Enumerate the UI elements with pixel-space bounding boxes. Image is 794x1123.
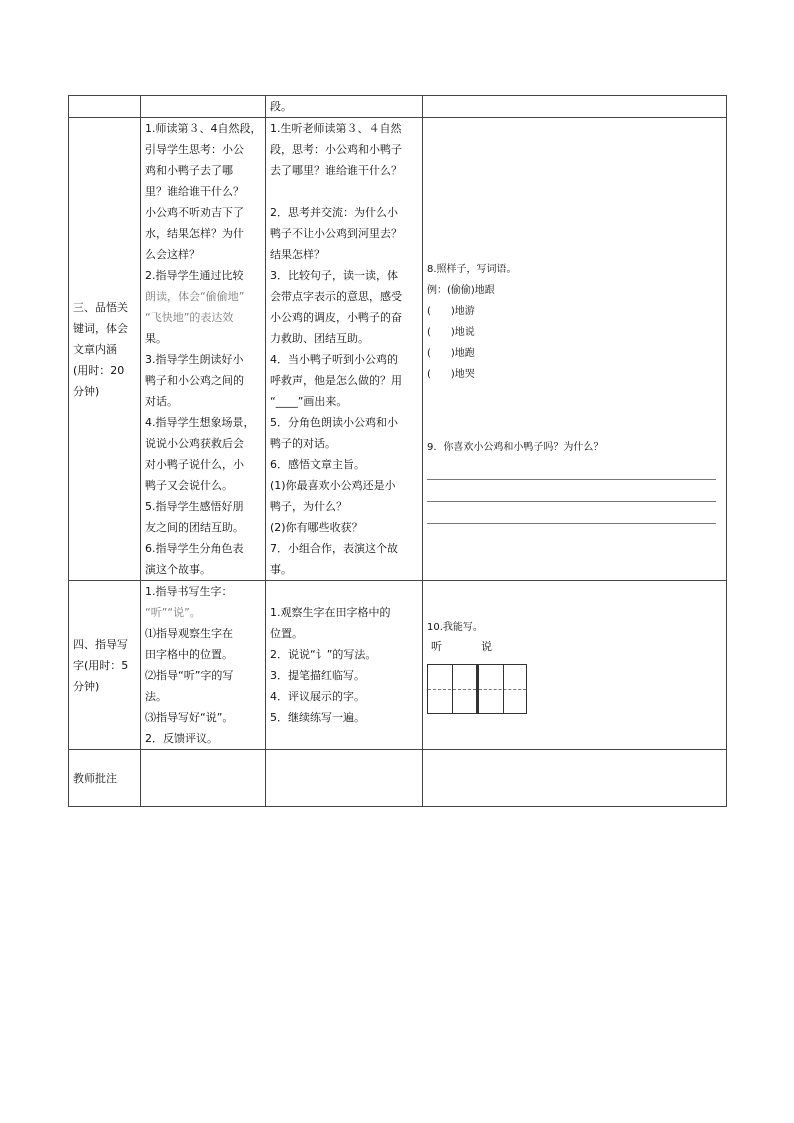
text-line: 对话。: [145, 395, 178, 408]
exercise-8-example: 例：(偷偷)地跟: [427, 284, 495, 296]
label-text: 教师批注: [73, 771, 117, 785]
text-line: 2．说说“讠”的写法。: [270, 648, 377, 661]
exercise-cell: [423, 118, 727, 581]
text-line: 去了哪里？谁给谁干什么？: [270, 164, 402, 177]
answer-line[interactable]: [427, 502, 716, 524]
text-line: “飞快地”的表达效: [145, 311, 234, 324]
tianzige-box[interactable]: [427, 664, 477, 714]
exercise-8-item: ( )地哭: [427, 368, 475, 380]
exercise-10-title: 10.我能写。: [427, 621, 483, 633]
text-line: 会带点字表示的意思，感受: [270, 290, 402, 303]
text-line: 1.生听老师读第３、４自然: [270, 122, 402, 135]
text-line: 3．比较句子，读一读，体: [270, 269, 398, 282]
text-line: 鸭子又会说什么。: [145, 479, 233, 492]
cell-empty: [423, 96, 727, 118]
student-activity-cell: [266, 118, 423, 581]
section-label-line: (用时：20: [73, 363, 125, 377]
text-line: (2)你有哪些收获？: [270, 521, 363, 534]
text-line: 果。: [145, 332, 167, 345]
cell-empty[interactable]: [266, 750, 423, 807]
exercise-8-item: ( )地跑: [427, 347, 475, 359]
text-line: 4．当小鸭子听到小公鸡的: [270, 353, 398, 366]
student-activity-cell: [266, 581, 423, 750]
table-row: [69, 118, 727, 581]
text-line: 3．提笔描红临写。: [270, 669, 365, 682]
section-label-line: 分钟): [73, 679, 100, 693]
cell-empty: [69, 96, 141, 118]
text-line: 1.指导书写生字：: [145, 585, 233, 598]
answer-line[interactable]: [427, 458, 716, 480]
answer-line[interactable]: [427, 480, 716, 502]
text-line: 1.观察生字在田字格中的: [270, 606, 391, 619]
text-line: 2．反馈评议。: [145, 732, 218, 745]
text-line: 2.指导学生通过比较: [145, 269, 244, 282]
text-line: 友之间的团结互助。: [145, 521, 244, 534]
practice-char: 听: [431, 639, 442, 653]
text-line: 鸭子不让小公鸡到河里去？: [270, 227, 402, 240]
text-line: 鸭子和小公鸡之间的: [145, 374, 244, 387]
section-label-cell: [69, 118, 141, 581]
text-line: 5．继续练写一遍。: [270, 711, 365, 724]
section-label-line: 字(用时：5: [73, 658, 129, 672]
practice-char: 说: [481, 639, 492, 653]
text-line: 法。: [145, 690, 167, 703]
table-row: [69, 750, 727, 807]
tianzige-box[interactable]: [477, 664, 527, 714]
text-line: 4．评议展示的字。: [270, 690, 365, 703]
section-label-line: 四、指导写: [73, 637, 128, 651]
text-line: 段，思考：小公鸡和小鸭子: [270, 143, 402, 156]
student-activity-cell: [266, 96, 423, 118]
exercise-cell: [423, 581, 727, 750]
text-line: 么会这样？: [145, 248, 200, 261]
text-line: 鸭子，为什么？: [270, 500, 347, 513]
section-label-line: 分钟): [73, 384, 100, 398]
text-line: 小公鸡不听劝吉下了: [145, 206, 244, 219]
text-line: 里？谁给谁干什么？: [145, 185, 244, 198]
exercise-9-title: 9．你喜欢小公鸡和小鸭子吗？为什么？: [427, 441, 604, 453]
tianzige-grid: [427, 664, 722, 714]
spacer: [427, 385, 722, 437]
teacher-notes-label: [69, 750, 141, 807]
teacher-activity-cell: [141, 118, 266, 581]
text-line: 位置。: [270, 627, 303, 640]
cell-empty: [141, 96, 266, 118]
text-line: “____”画出来。: [270, 395, 348, 408]
text-line: 事。: [270, 563, 292, 576]
text-line: 段。: [270, 100, 292, 113]
text-line: 水，结果怎样？为什: [145, 227, 244, 240]
text-line: 小公鸡的调皮，小鸭子的奋: [270, 311, 402, 324]
text-line: 7．小组合作，表演这个故: [270, 542, 398, 555]
practice-chars: [427, 638, 722, 656]
text-line: 呼救声，他是怎么做的？用: [270, 374, 402, 387]
text-line: ⑶指导写好“说”。: [145, 711, 234, 724]
section-label-cell: [69, 581, 141, 750]
cell-empty[interactable]: [141, 750, 266, 807]
text-line: 演这个故事。: [145, 563, 211, 576]
text-line: 6．感悟文章主旨。: [270, 458, 365, 471]
exercise-8-item: ( )地说: [427, 326, 475, 338]
text-line: 1.师读第３、4自然段，: [145, 122, 262, 135]
section-label-line: 键词，体会: [73, 321, 128, 335]
lesson-plan-table: [68, 95, 727, 807]
text-line: 2．思考并交流：为什么小: [270, 206, 398, 219]
exercise-8-title: 8.照样子，写词语。: [427, 263, 517, 275]
text-line: 田字格中的位置。: [145, 648, 233, 661]
cell-empty[interactable]: [423, 750, 727, 807]
text-line: ⑵指导“听”字的写: [145, 669, 234, 682]
text-line: 对小鸭子说什么，小: [145, 458, 244, 471]
text-line: 鸭子的对话。: [270, 437, 336, 450]
text-line: 4.指导学生想象场景，: [145, 416, 255, 429]
text-line: 力救助、团结互助。: [270, 332, 369, 345]
text-line: “听”“说”。: [145, 606, 201, 619]
text-line: 引导学生思考：小公: [145, 143, 244, 156]
text-line: 6.指导学生分角色表: [145, 542, 244, 555]
teacher-activity-cell: [141, 581, 266, 750]
text-line: 5．分角色朗读小公鸡和小: [270, 416, 398, 429]
text-line: 5.指导学生感悟好朋: [145, 500, 244, 513]
section-label-line: 文章内涵: [73, 342, 117, 356]
text-line: 3.指导学生朗读好小: [145, 353, 244, 366]
text-line: 说说小公鸡获救后会: [145, 437, 244, 450]
text-line: 结果怎样？: [270, 248, 325, 261]
table-row: [69, 581, 727, 750]
table-row: [69, 96, 727, 118]
section-label-line: 三、品悟关: [73, 300, 128, 314]
spacer: [427, 175, 722, 259]
exercise-8-item: ( )地游: [427, 305, 475, 317]
blank-line: [270, 181, 418, 202]
text-line: ⑴指导观察生字在: [145, 627, 233, 640]
text-line: (1)你最喜欢小公鸡还是小: [270, 479, 396, 492]
text-line: 鸡和小鸭子去了哪: [145, 164, 233, 177]
text-line: 朗读，体会“偷偷地”: [145, 290, 245, 303]
